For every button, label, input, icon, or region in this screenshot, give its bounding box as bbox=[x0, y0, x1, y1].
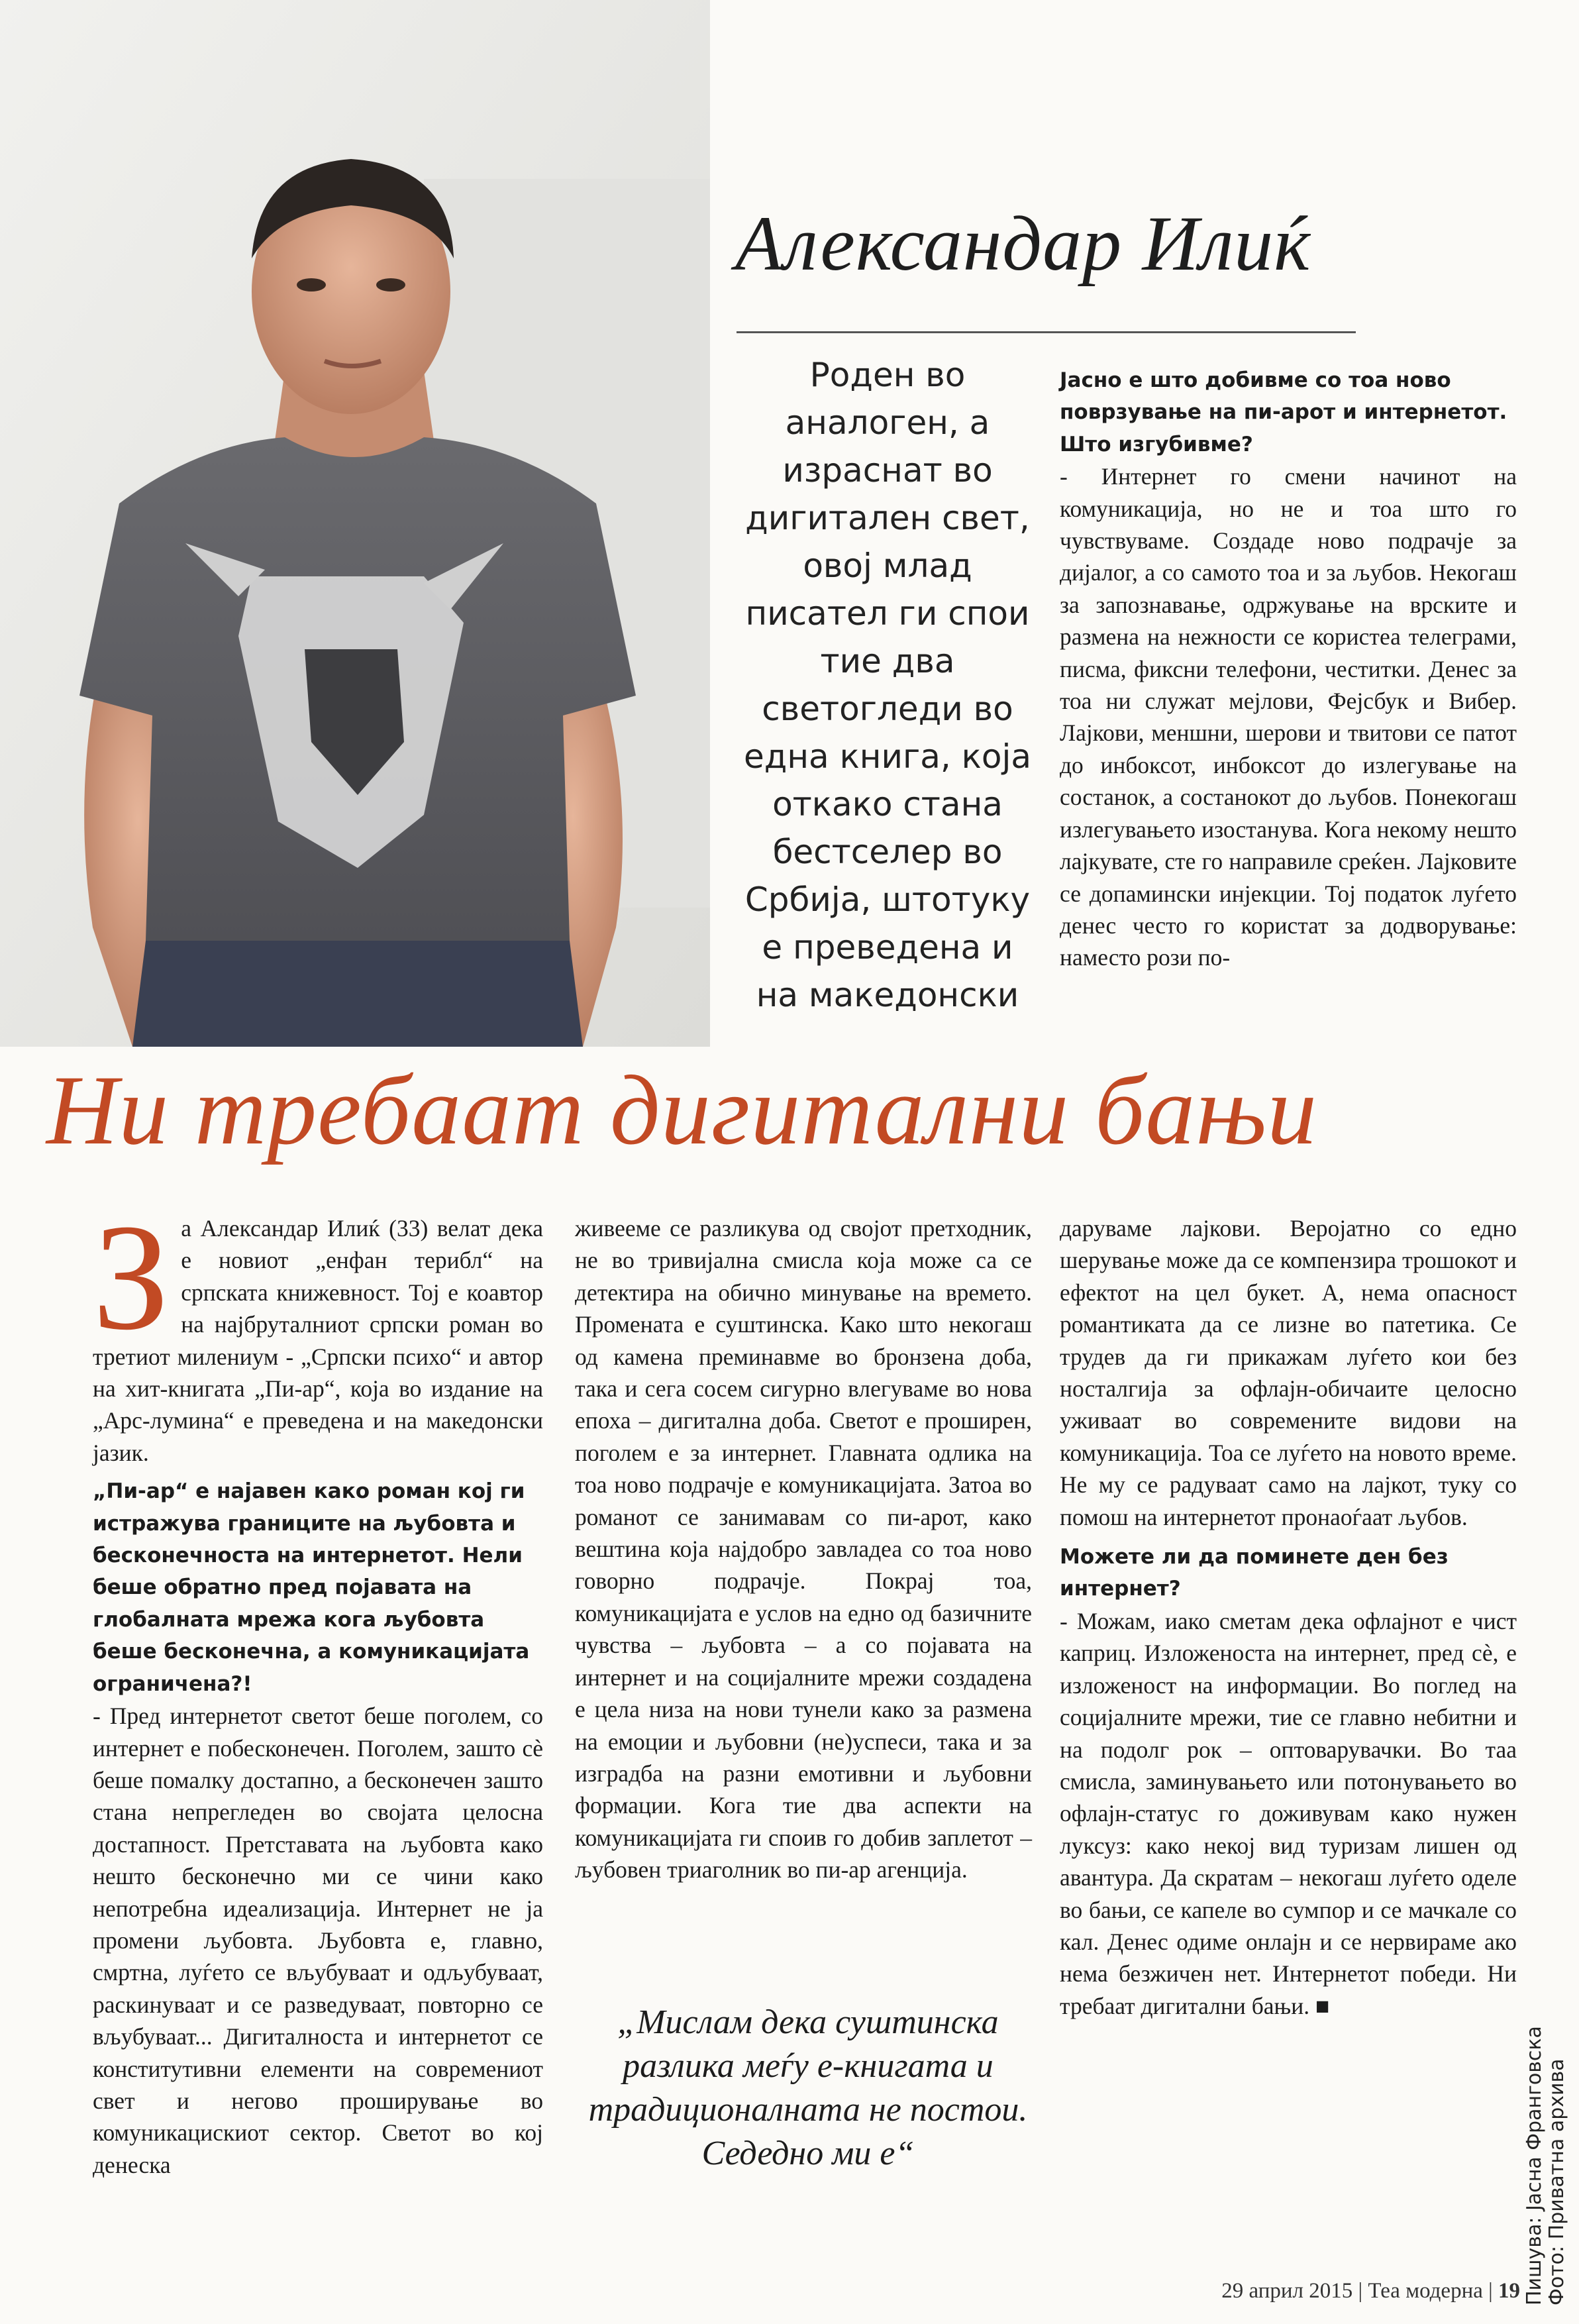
answer-2-part-2: даруваме лајкови. Веројатно со едно шерување може да се компензира трошокот и ефектот на цел букет. А, нема опасност романтиката да се лизне во патетика. Се трудев да ги прикажам луѓето кои без носталгија за офлајн-обичаите целосно уживаат во современите видови на комуникација. Тоа се луѓето на новото време. Не му се радуваат само на лајкот, туку со помош на интернетот пронаоѓаат љубов. bbox=[1060, 1215, 1517, 1530]
pull-quote: „Мислам дека суштинска разлика меѓу е-книгата и традиционалната не постои. Седедно ми е“ bbox=[588, 2003, 1028, 2172]
question-2: Јасно е што добивме со тоа ново поврзување на пи-арот и интернетот. Што изгубивме? bbox=[1060, 368, 1507, 456]
dropcap: З bbox=[93, 1192, 170, 1361]
author-credit: Пишува: Јасна Франговска bbox=[1523, 2026, 1546, 2305]
answer-3: - Можам, иако сметам дека офлајнот е чист каприц. Изложеноста на интернет, пред сè, е изложеност на информации. Во поглед на социјалните мрежи, тие се главно небитни и на подолг рок – оптоварувачки. Во таа смисла, заминувањето или потонувањето во офлајн-статус го доживувам како нужен луксуз: како некој вид туризам лишен од авантура. Да скратам – некогаш луѓето оделе во бањи, се капеле во сумпор и се мачкале со кал. Денес одиме онлајн и се нервираме ако нема безжичен нет. Интернетот победи. Ни требаат дигитални бањи. ■ bbox=[1060, 1607, 1517, 2019]
column-top-right bbox=[1060, 364, 1517, 974]
portrait-illustration bbox=[0, 0, 710, 1047]
question-1: „Пи-ар“ е најавен како роман кој ги истражува границите на љубовта и бесконечноста на интернетот. Нели беше обратно пред појавата на глобалната мрежа кога љубовта беше бесконечна, а комуникацијата ограничена?! bbox=[93, 1479, 530, 1696]
column-3 bbox=[1060, 1212, 1517, 2022]
question-3: Можете ли да поминете ден без интернет? bbox=[1060, 1545, 1449, 1601]
headline: Ни требаат дигитални бањи bbox=[46, 1055, 1318, 1165]
name-divider bbox=[737, 331, 1356, 333]
answer-1-part-2: живееме се разликува од својот претходник, не во тривијална смисла која може са се детектира на обично минување на времето. Промената е суштинска. Како што некогаш од камена преминавме во бронзена доба, така и сега сосем сигурно влегуваме во нова епоха – дигитална доба. Светот е проширен, поголем е за интернет. Главната одлика на тоа ново подрачје е комуникацијата. Затоа во романот се занимавам со пи-арот, како вештина која најдобро завладеа со тоа ново говорно подрачје. Покрај тоа, комуникацијата е услов на едно од базичните чувства – љубовта – а со појавата на интернет и на социјалните мрежи создадена е цела низа на нови тунели како за размена на емоции и љубовни (не)успеси, така и за изградба на разни емотивни и љубовни формации. Кога тие два аспекти на комуникацијата ги споив го добив заплетот – љубовен триаголник во пи-ар агенција. bbox=[575, 1215, 1032, 1883]
magazine-name: Теа модерна bbox=[1368, 2279, 1483, 2303]
interviewee-name: Александар Илиќ bbox=[735, 200, 1311, 287]
answer-2-part-1: - Интернет го смени начинот на комуникација, но не и тоа што го чувствуваме. Создаде ново подрачје за дијалог, а со самото тоа и за љубов. Некогаш за запознавање, одржување на врските и размена на нежности се користеа телеграми, писма, фиксни телефони, честитки. Денес за тоа ни служат мејлови, Фејсбук и Вибер. Лајкови, меншни, шерови и твитови се патот до инбоксот, инбоксот до излегување на состанок, а состанокот до љубов. Понекогаш излегувањето изостанува. Кога некому нешто лајкувате, сте го направиле среќен. Лајковите се допамински инјекции. Тој податок луѓето денес често го користат за додворување: наместо рози по- bbox=[1060, 463, 1517, 971]
lead-paragraph: Роден во аналоген, а израснат во дигитален свет, овој млад писател ги спои тие два светогледи во една книга, која откако стана бестселер во Србија, штотуку е преведена и на македонски bbox=[744, 356, 1031, 1014]
column-2 bbox=[575, 1212, 1032, 1886]
credits bbox=[1523, 2027, 1570, 2305]
answer-1-part-1: - Пред интернетот светот беше поголем, со интернет е побесконечен. Поголем, зашто сè беше помалку достапно, а бесконечен зашто стана непрегледен во својата целосна достапност. Претставата на љубовта како нешто бесконечно ми се чини како непотребна идеализација. Интернет не ја промени љубовта. Љубовта е, главно, смртна, луѓето се вљубуваат и одљубуваат, раскинуваат и се разведуваат, повторно се вљубуваат... Дигиталноста и интернетот се конститутивни елементи на современиот свет и негово проширување во комуникацискиот сектор. Светот во кој денеска bbox=[93, 1703, 543, 2178]
footer-separator: | bbox=[1488, 2279, 1493, 2303]
footer-separator: | bbox=[1358, 2279, 1363, 2303]
issue-date: 29 април 2015 bbox=[1221, 2279, 1353, 2303]
intro-paragraph: а Александар Илиќ (33) велат дека е новиот „енфан терибл“ на српската книжевност. Тој е коавтор на најбруталниот српски роман во третиот милениум - „Српски психо“ и автор на хит-книгата „Пи-ар“, која во издание на „Арс-лумина“ е преведена и на македонски јазик. bbox=[93, 1215, 543, 1466]
column-1 bbox=[93, 1192, 543, 2181]
page-number: 19 bbox=[1498, 2279, 1520, 2303]
portrait-photo bbox=[0, 0, 710, 1047]
photo-credit: Фото: Приватна архива bbox=[1545, 2058, 1568, 2305]
page-footer bbox=[1149, 2279, 1520, 2303]
